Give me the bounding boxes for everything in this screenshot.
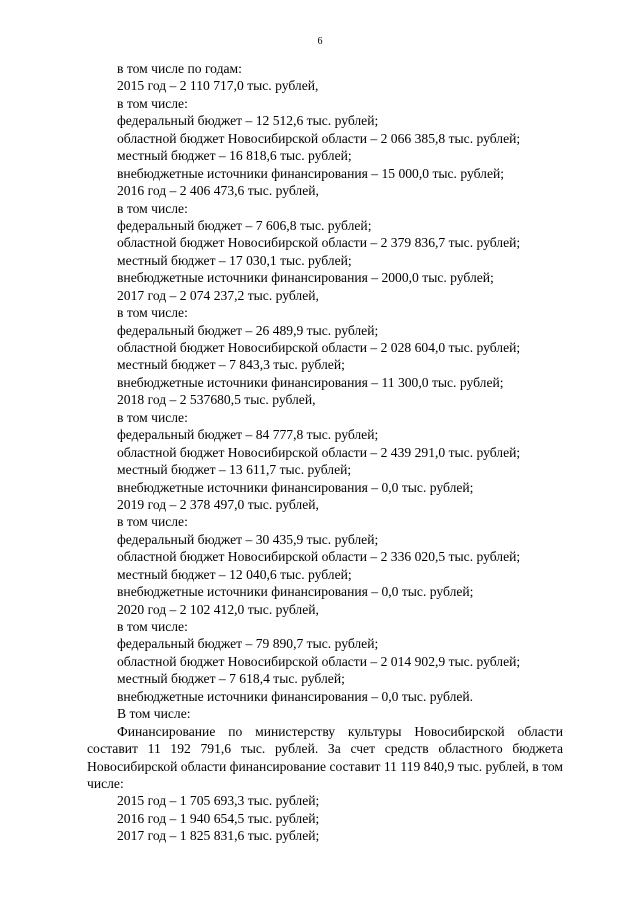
text-line: в том числе:	[117, 95, 188, 111]
text-line: областной бюджет Новосибирской области – 2 066 385,8 тыс. рублей;	[117, 130, 521, 146]
text-line: областной бюджет Новосибирской области – 2 014 902,9 тыс. рублей;	[117, 653, 521, 669]
text-line: федеральный бюджет – 12 512,6 тыс. рублей;	[117, 113, 379, 129]
paragraph-line: Новосибирской области финансирование составит 11 119 840,9 тыс. рублей, в том	[87, 758, 563, 774]
text-line: 2017 год – 2 074 237,2 тыс. рублей,	[117, 287, 319, 303]
text-line: областной бюджет Новосибирской области – 2 028 604,0 тыс. рублей;	[117, 340, 521, 355]
text-line: В том числе:	[117, 706, 191, 722]
text-line: местный бюджет – 7 618,4 тыс. рублей;	[117, 671, 345, 687]
text-line: внебюджетные источники финансирования – 0,0 тыс. рублей;	[117, 584, 474, 600]
text-line: федеральный бюджет – 30 435,9 тыс. рублей;	[117, 531, 379, 547]
text-line: в том числе:	[117, 619, 188, 634]
text-line: областной бюджет Новосибирской области – 2 439 291,0 тыс. рублей;	[117, 444, 521, 460]
page-number: 6	[317, 36, 323, 47]
text-line: федеральный бюджет – 79 890,7 тыс. рублей;	[117, 636, 379, 652]
text-line: федеральный бюджет – 26 489,9 тыс. рублей;	[117, 322, 379, 338]
text-line: местный бюджет – 17 030,1 тыс. рублей;	[117, 252, 352, 268]
text-line: внебюджетные источники финансирования – 11 300,0 тыс. рублей;	[117, 374, 504, 390]
text-line: местный бюджет – 12 040,6 тыс. рублей;	[117, 566, 352, 582]
text-line: 2019 год – 2 378 497,0 тыс. рублей,	[117, 496, 319, 512]
text-line: внебюджетные источники финансирования – 2000,0 тыс. рублей;	[117, 270, 494, 286]
paragraph-line: числе:	[87, 775, 124, 791]
text-line: в том числе:	[117, 409, 188, 425]
text-line: областной бюджет Новосибирской области – 2 379 836,7 тыс. рублей;	[117, 235, 521, 251]
text-line: 2020 год – 2 102 412,0 тыс. рублей,	[117, 601, 319, 617]
text-line: местный бюджет – 13 611,7 тыс. рублей;	[117, 462, 352, 478]
text-line: в том числе по годам:	[117, 61, 242, 76]
text-line: 2015 год – 1 705 693,3 тыс. рублей;	[117, 793, 320, 809]
text-line: 2017 год – 1 825 831,6 тыс. рублей;	[117, 828, 320, 844]
paragraph-line: составит 11 192 791,6 тыс. рублей. За счет средств областного бюджета	[87, 741, 563, 757]
paragraph-line: Финансирование по министерству культуры Новосибирской области	[117, 723, 563, 739]
ministry-funding-by-year-list	[0, 792, 640, 844]
text-line: федеральный бюджет – 7 606,8 тыс. рублей;	[117, 217, 372, 233]
text-line: областной бюджет Новосибирской области – 2 336 020,5 тыс. рублей;	[117, 549, 521, 565]
text-line: 2016 год – 2 406 473,6 тыс. рублей,	[117, 183, 319, 199]
text-line: внебюджетные источники финансирования – 0,0 тыс. рублей;	[117, 479, 474, 495]
text-line: 2018 год – 2 537680,5 тыс. рублей,	[117, 392, 316, 408]
document-body	[0, 60, 640, 845]
text-line: в том числе:	[117, 200, 188, 216]
text-line: местный бюджет – 7 843,3 тыс. рублей;	[117, 357, 345, 373]
text-line: федеральный бюджет – 84 777,8 тыс. рублей;	[117, 427, 379, 443]
text-line: внебюджетные источники финансирования – 0,0 тыс. рублей.	[117, 688, 474, 704]
funding-by-year-list	[0, 60, 640, 723]
text-line: в том числе:	[117, 514, 188, 530]
text-line: местный бюджет – 16 818,6 тыс. рублей;	[117, 148, 352, 164]
text-line: внебюджетные источники финансирования – 15 000,0 тыс. рублей;	[117, 165, 505, 181]
text-line: 2016 год – 1 940 654,5 тыс. рублей;	[117, 810, 320, 826]
ministry-culture-paragraph	[87, 723, 563, 793]
text-line: 2015 год – 2 110 717,0 тыс. рублей,	[117, 78, 319, 94]
text-line: в том числе:	[117, 305, 188, 321]
